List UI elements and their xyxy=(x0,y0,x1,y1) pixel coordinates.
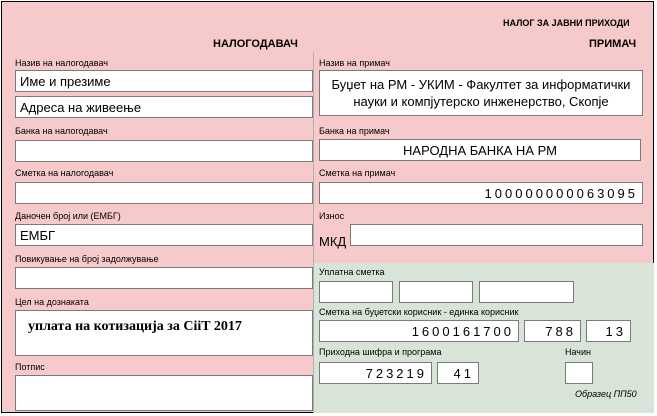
budget-user-unit-input-1[interactable]: 788 xyxy=(524,320,581,342)
form-sample-label: Образец ПП50 xyxy=(575,389,637,399)
payment-account-part-2[interactable] xyxy=(399,281,473,303)
amount-label: Износ xyxy=(319,211,345,221)
payer-bank-label: Банка на налогодавач xyxy=(15,126,108,136)
amount-input[interactable] xyxy=(350,224,643,246)
budget-user-account-input[interactable]: 1600161700 xyxy=(319,320,519,342)
payer-account-input[interactable] xyxy=(15,182,313,204)
payer-account-label: Сметка на налогодавач xyxy=(15,168,114,178)
payee-name-line1: Буџет на РМ - УКИМ - Факултет за информатички xyxy=(331,77,631,92)
purpose-label: Цел на дознаката xyxy=(15,297,89,307)
budget-user-label: Сметка на буџетски корисник - единка корисник xyxy=(319,307,519,317)
payment-account-label: Уплатна сметка xyxy=(319,267,385,277)
revenue-code-label: Приходна шифра и програма xyxy=(319,347,442,357)
payer-heading: НАЛОГОДАВАЧ xyxy=(213,38,298,50)
payer-bank-input[interactable] xyxy=(15,140,313,162)
tax-number-input[interactable]: ЕМБГ xyxy=(15,224,313,246)
reference-input[interactable] xyxy=(15,267,313,289)
purpose-input[interactable]: уплата на котизација за CiiT 2017 xyxy=(15,310,313,356)
signature-label: Потпис xyxy=(15,362,45,372)
payee-heading: ПРИМАЧ xyxy=(589,38,637,50)
payer-address-input[interactable]: Адреса на живеење xyxy=(15,96,313,118)
column-divider xyxy=(313,52,314,413)
payment-account-part-1[interactable] xyxy=(319,281,393,303)
payee-account-input[interactable]: 100000000063095 xyxy=(319,182,643,204)
payee-name-label: Назив на примач xyxy=(319,58,390,68)
method-label: Начин xyxy=(565,347,591,357)
payee-name-box[interactable] xyxy=(319,70,643,116)
revenue-code-input[interactable]: 723219 xyxy=(319,362,432,384)
budget-user-unit-input-2[interactable]: 13 xyxy=(586,320,631,342)
payee-bank-input[interactable]: НАРОДНА БАНКА НА РМ xyxy=(319,139,641,161)
tax-number-label: Даночен број или (ЕМБГ) xyxy=(15,211,121,221)
program-input[interactable]: 41 xyxy=(437,362,479,384)
payment-account-part-3[interactable] xyxy=(479,281,574,303)
reference-label: Повикување на број задолжување xyxy=(15,254,159,264)
currency-label: МКД xyxy=(319,234,347,249)
payee-account-label: Сметка на примач xyxy=(319,168,396,178)
payee-name-line2: науки и компјутерско инженерство, Скопје xyxy=(353,94,609,109)
payer-name-label: Назив на налогодавач xyxy=(15,58,108,68)
payer-name-input[interactable]: Име и презиме xyxy=(15,70,313,92)
form-title: НАЛОГ ЗА ЈАВНИ ПРИХОДИ xyxy=(503,18,630,28)
signature-field[interactable] xyxy=(15,375,313,411)
payee-bank-label: Банка на примач xyxy=(319,126,390,136)
payment-order-form xyxy=(1,1,654,413)
method-input[interactable] xyxy=(565,362,593,384)
